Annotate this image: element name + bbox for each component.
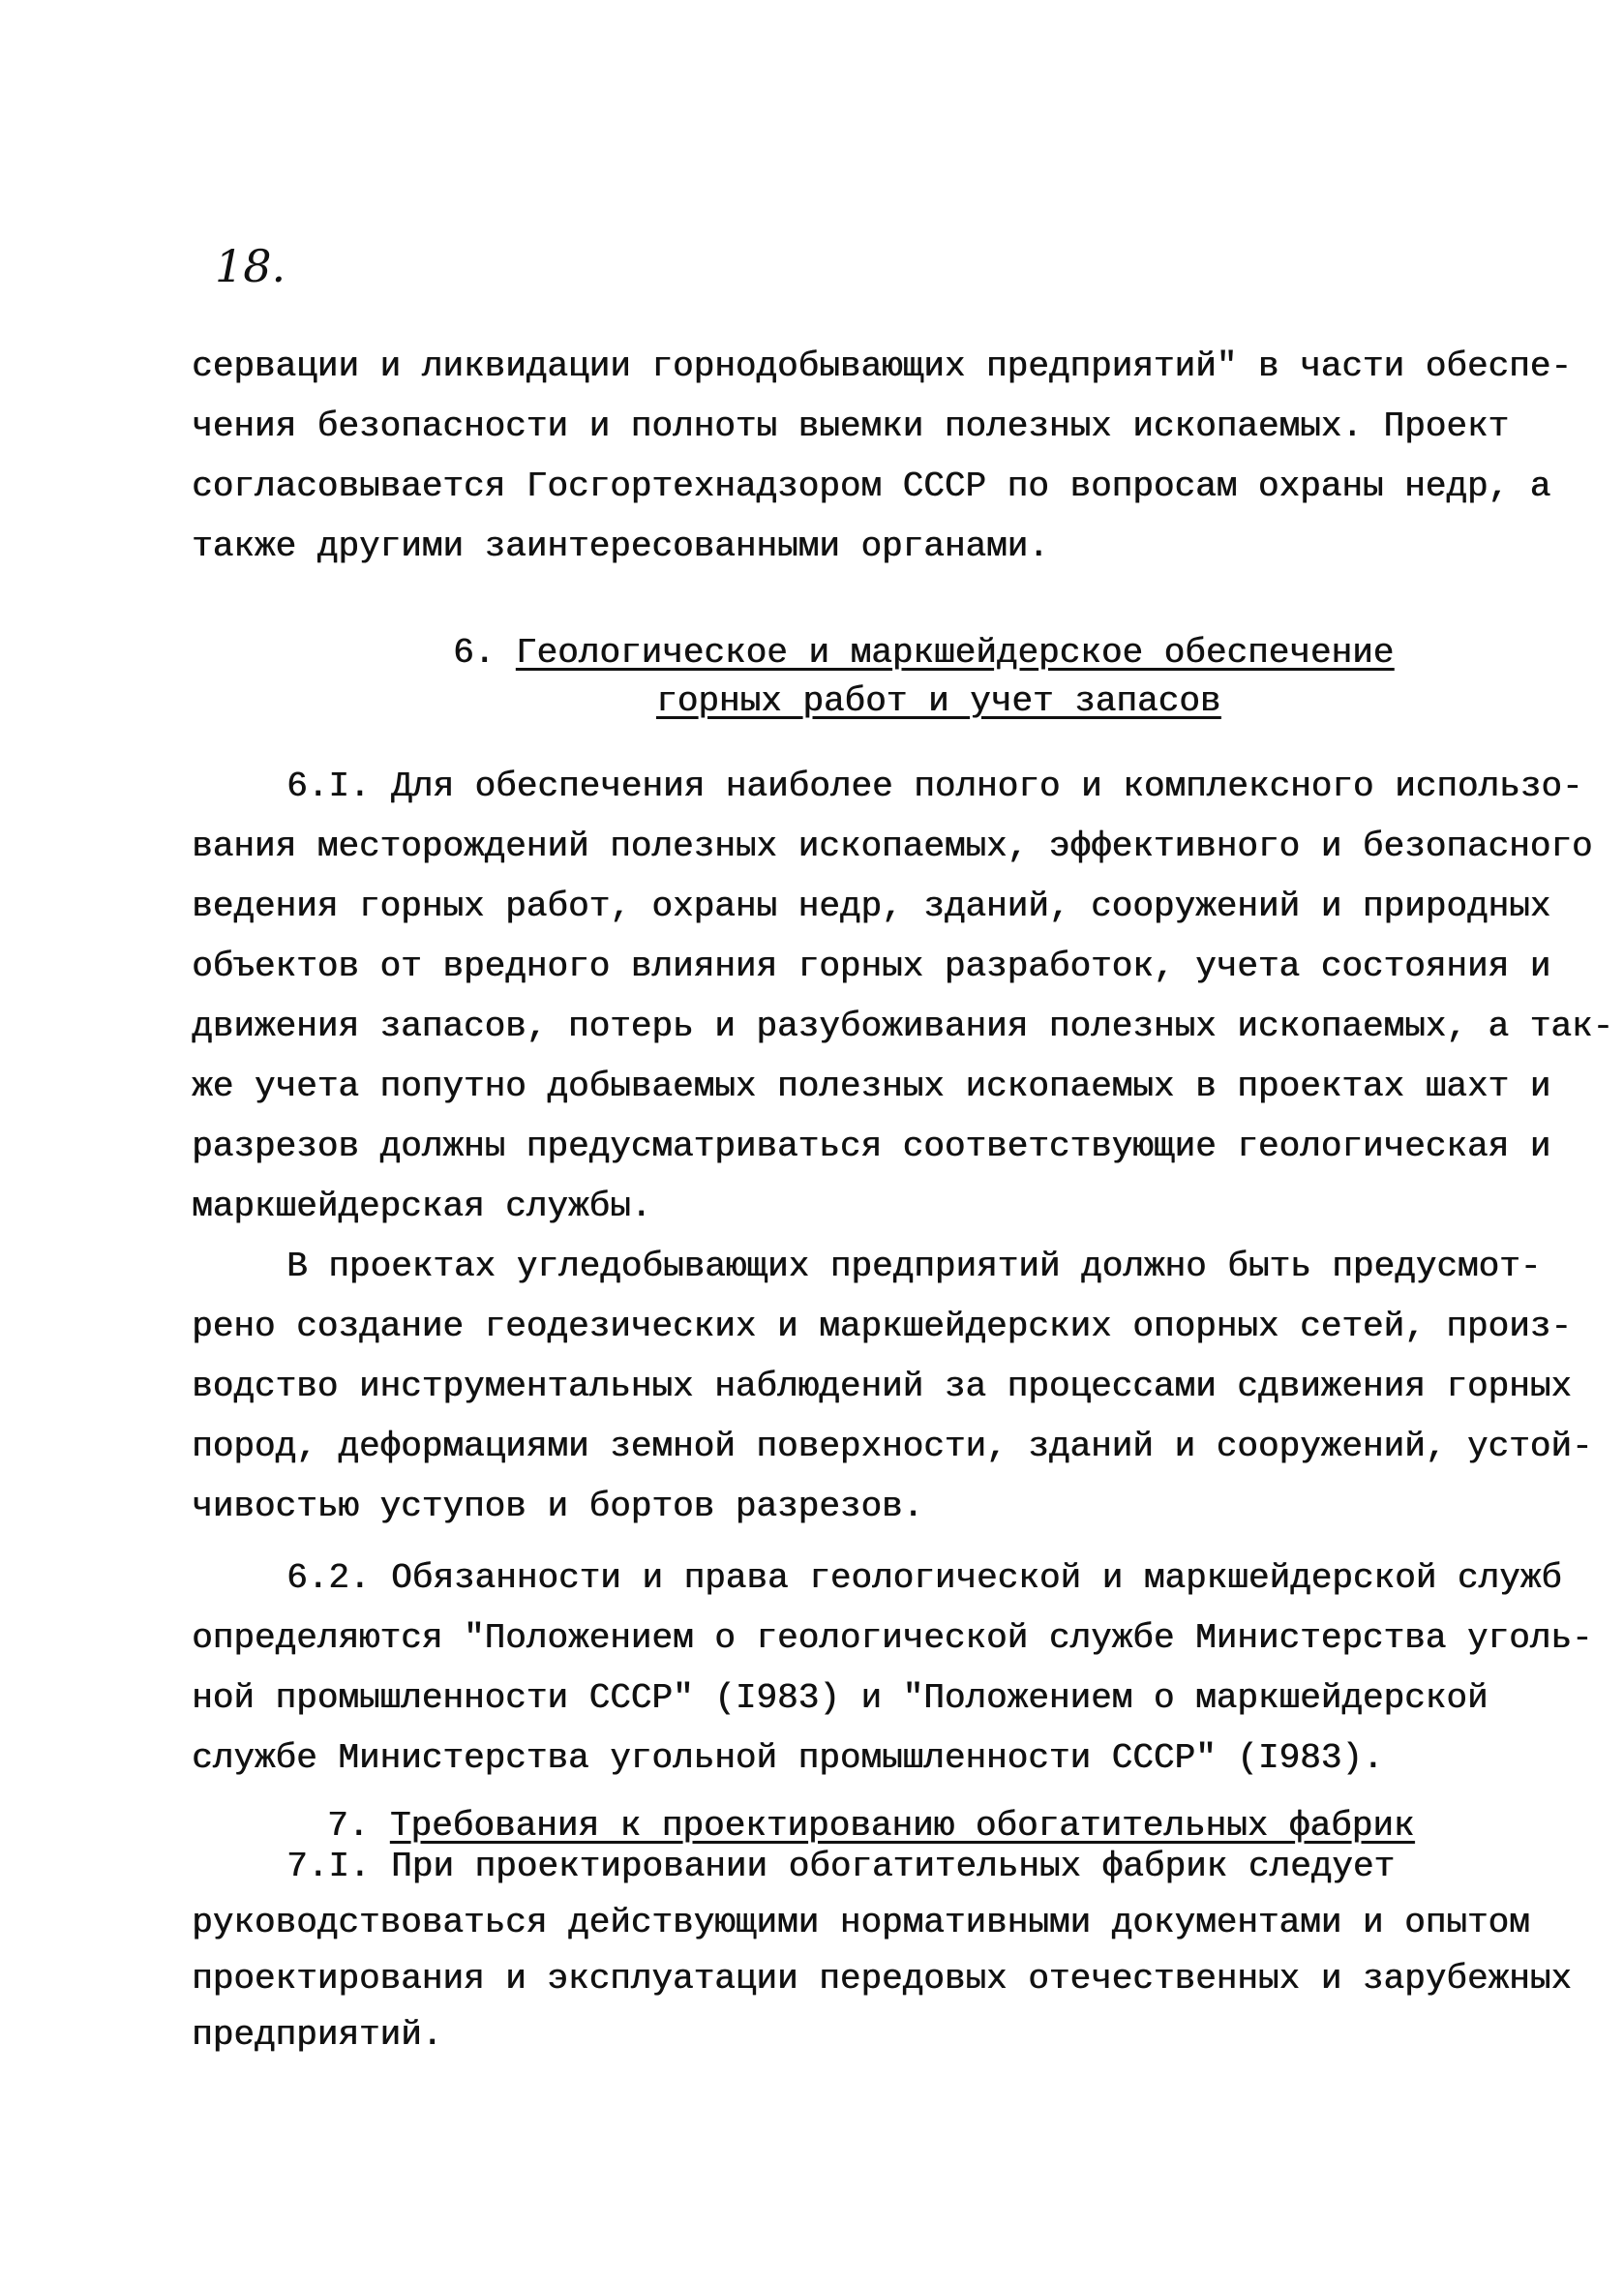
section-title-line-2: горных работ и учет запасов <box>656 681 1221 721</box>
text-line: согласовывается Госгортехнадзором СССР по вопросам охраны недр, а <box>192 466 1551 506</box>
section-6-heading <box>453 629 1394 677</box>
text-line: 7.I. При проектировании обогатительных фабрик следует <box>286 1847 1395 1886</box>
text-line: же учета попутно добываемых полезных ископаемых в проектах шахт и <box>192 1067 1551 1106</box>
text-line: руководствоваться действующими нормативными документами и опытом <box>192 1903 1530 1942</box>
text-line: 6.I. Для обеспечения наиболее полного и комплексного использо- <box>286 767 1583 806</box>
text-line: сервации и ликвидации горнодобывающих предприятий" в части обеспе- <box>192 346 1572 386</box>
text-line: движения запасов, потерь и разубоживания полезных ископаемых, а так- <box>192 1007 1614 1046</box>
text-line: службе Министерства угольной промышленности СССР" (I983). <box>192 1738 1384 1778</box>
section-number: 7. <box>327 1806 370 1846</box>
text-line: чения безопасности и полноты выемки полезных ископаемых. Проект <box>192 406 1510 446</box>
text-line: водство инструментальных наблюдений за процессами сдвижения горных <box>192 1367 1572 1406</box>
section-title-line-1: Геологическое и маркшейдерское обеспечение <box>515 633 1395 673</box>
text-line: также другими заинтересованными органами. <box>192 526 1049 566</box>
text-line: 6.2. Обязанности и права геологической и маркшейдерской служб <box>286 1558 1562 1598</box>
text-line: ной промышленности СССР" (I983) и "Положением о маркшейдерской <box>192 1678 1489 1718</box>
section-number: 6. <box>453 633 496 673</box>
paragraph-6-1-continued <box>192 1237 1593 1537</box>
text-line: определяются "Положением о геологической службе Министерства уголь- <box>192 1618 1593 1658</box>
paragraph-7-1 <box>192 1839 1572 2063</box>
section-title: Требования к проектированию обогатительных фабрик <box>389 1806 1415 1846</box>
text-line: ведения горных работ, охраны недр, зданий, сооружений и природных <box>192 887 1551 926</box>
text-line: чивостью уступов и бортов разрезов. <box>192 1487 924 1526</box>
text-line: маркшейдерская службы. <box>192 1187 652 1226</box>
paragraph-6-1 <box>192 757 1614 1237</box>
text-line: вания месторождений полезных ископаемых, эффективного и безопасного <box>192 827 1593 866</box>
text-line: проектирования и эксплуатации передовых отечественных и зарубежных <box>192 1959 1572 1999</box>
text-line: В проектах угледобывающих предприятий должно быть предусмот- <box>286 1247 1542 1286</box>
text-line: пород, деформациями земной поверхности, зданий и сооружений, устой- <box>192 1427 1593 1466</box>
text-line: объектов от вредного влияния горных разработок, учета состояния и <box>192 947 1551 986</box>
section-6-heading-line-2 <box>656 677 1220 726</box>
text-line: разрезов должны предусматриваться соответствующие геологическая и <box>192 1127 1551 1166</box>
page-number: 18. <box>215 240 286 292</box>
intro-paragraph <box>192 337 1572 577</box>
text-line: предприятий. <box>192 2015 443 2055</box>
text-line: рено создание геодезических и маркшейдерских опорных сетей, произ- <box>192 1307 1572 1346</box>
paragraph-6-2 <box>192 1549 1593 1789</box>
